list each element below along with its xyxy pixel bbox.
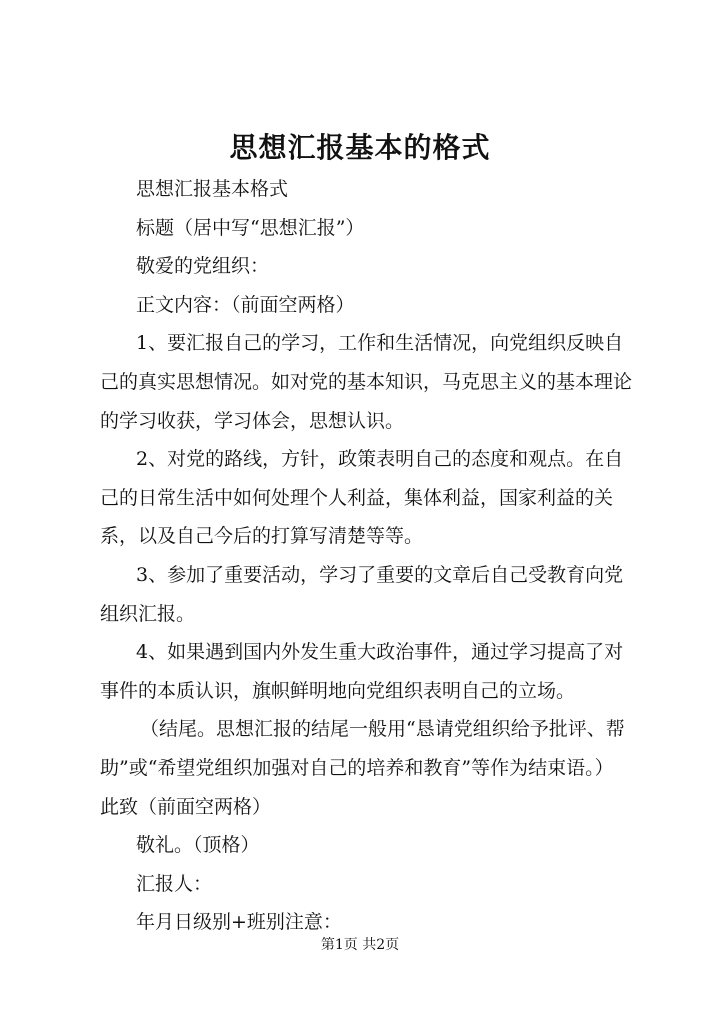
page-number: 第1页 共2页 — [320, 937, 400, 953]
paragraph-reporter: 汇报人： — [136, 872, 213, 895]
paragraph-date-note: 年月日级别+班别注意： — [136, 911, 342, 934]
paragraph-point-2: 2、对党的路线，方针，政策表明自己的态度和观点。在自己的日常生活中如何处理个人利益，集体利益，国家利益的关系，以及自己今后的打算写清楚等等。 — [100, 448, 624, 548]
paragraph-format-heading: 思想汇报基本格式 — [136, 178, 289, 200]
paragraph-salutation: 敬爱的党组织： — [136, 255, 270, 278]
paragraph-point-1: 1、要汇报自己的学习，工作和生活情况，向党组织反映自己的真实思想情况。如对党的基本知识，马克思主义的基本理论的学习收获，学习体会，思想认识。 — [100, 332, 633, 432]
paragraph-cizhi: 此致（前面空两格） — [100, 795, 272, 818]
document-body — [100, 170, 640, 942]
paragraph-body-intro: 正文内容：（前面空两格） — [136, 293, 355, 316]
document-title: 思想汇报基本的格式 — [229, 131, 491, 164]
paragraph-point-4: 4、如果遇到国内外发生重大政治事件，通过学习提高了对事件的本质认识，旗帜鲜明地向党组织表明自己的立场。 — [100, 641, 624, 702]
paragraph-jingli: 敬礼。（顶格） — [136, 834, 260, 857]
paragraph-point-3: 3、参加了重要活动，学习了重要的文章后自己受教育向党组织汇报。 — [100, 563, 624, 625]
paragraph-title-rule: 标题（居中写“思想汇报”） — [136, 216, 365, 239]
paragraph-ending-note: （结尾。思想汇报的结尾一般用“恳请党组织给予批评、帮助”或“希望党组织加强对自己的培养和教育”等作为结束语。） — [100, 718, 625, 779]
